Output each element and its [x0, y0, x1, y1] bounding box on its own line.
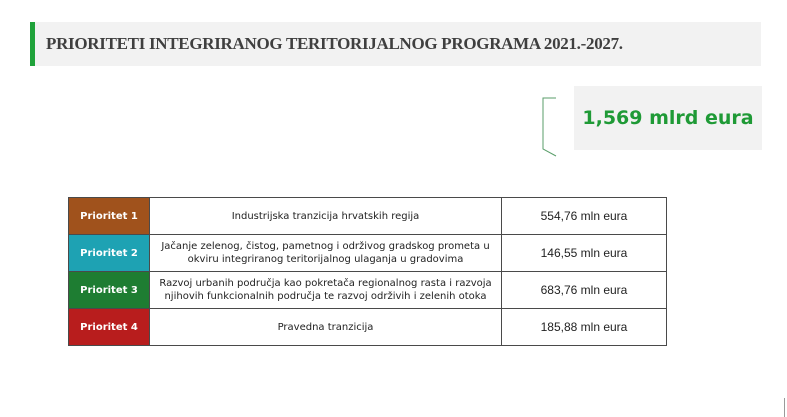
total-amount: 1,569 mlrd eura [582, 107, 754, 129]
slide-title: PRIORITETI INTEGRIRANOG TERITORIJALNOG PROGRAMA 2021.-2027. [46, 34, 623, 53]
slide-title-bar [30, 22, 761, 66]
total-amount-box [574, 86, 762, 150]
table-row [69, 272, 667, 309]
priority-label: Prioritet 1 [69, 198, 150, 235]
priority-label: Prioritet 3 [69, 272, 150, 309]
priority-label: Prioritet 4 [69, 309, 150, 346]
priority-description: Razvoj urbanih područja kao pokretača regionalnog rasta i razvoja njihovih funkcionalnih područja te razvoj održivih i zelenih otoka [150, 272, 502, 309]
title-accent-bar [30, 22, 35, 66]
bracket-decoration [541, 97, 557, 157]
priority-amount: 683,76 mln eura [502, 272, 667, 309]
priority-amount: 554,76 mln eura [502, 198, 667, 235]
priority-amount: 146,55 mln eura [502, 235, 667, 272]
priority-description: Jačanje zelenog, čistog, pametnog i održivog gradskog prometa u okviru integriranog teritorijalnog ulaganja u gradovima [150, 235, 502, 272]
priority-amount: 185,88 mln eura [502, 309, 667, 346]
priority-description: Pravedna tranzicija [150, 309, 502, 346]
priority-description: Industrijska tranzicija hrvatskih regija [150, 198, 502, 235]
priority-label: Prioritet 2 [69, 235, 150, 272]
table-row [69, 235, 667, 272]
table-row [69, 198, 667, 235]
priorities-table [68, 197, 667, 346]
edge-divider [784, 398, 785, 417]
table-row [69, 309, 667, 346]
